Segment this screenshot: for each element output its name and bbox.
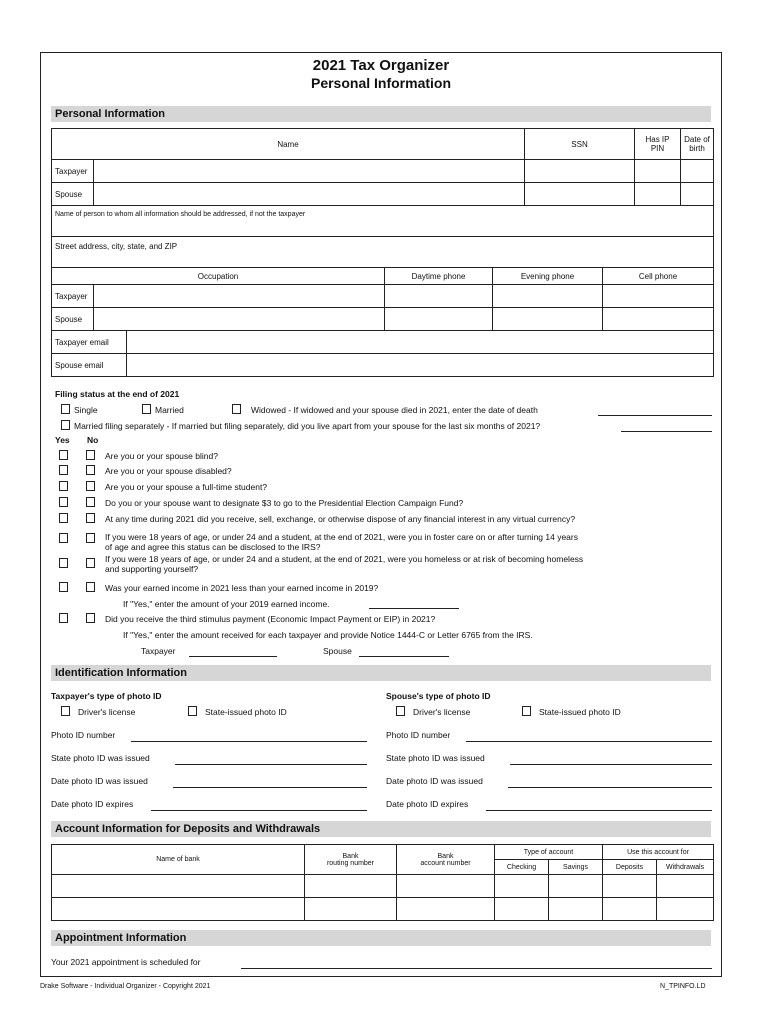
filing-status-heading: Filing status at the end of 2021: [55, 389, 180, 399]
bank2-withdrawals-field[interactable]: [657, 898, 714, 921]
col-routing: [305, 845, 397, 875]
occ-row-taxpayer: Taxpayer: [52, 285, 94, 308]
q3-text: Are you or your spouse a full-time student?: [105, 482, 268, 492]
bank2-savings-field[interactable]: [549, 898, 603, 921]
col-use-account: Use this account for: [603, 845, 714, 860]
sp-date-issued-line[interactable]: [508, 787, 712, 788]
col-ippin: Has IP PIN: [635, 129, 681, 160]
q6-no-checkbox[interactable]: [86, 533, 95, 543]
row-spouse: Spouse: [52, 183, 94, 206]
q5-no-checkbox[interactable]: [86, 513, 95, 523]
tp-state-id-label: State-issued photo ID: [205, 707, 287, 717]
q9-text: Did you receive the third stimulus payment (Economic Impact Payment or EIP) in 2021?: [105, 614, 436, 624]
tp-photo-number-line[interactable]: [131, 741, 367, 742]
sp-state-issued-line[interactable]: [510, 764, 712, 765]
spouse-daytime-field[interactable]: [385, 308, 493, 331]
earned-income-line[interactable]: [369, 608, 459, 609]
q8-text: Was your earned income in 2021 less than your earned income in 2019?: [105, 583, 379, 593]
footer-copyright: Drake Software - Individual Organizer - Copyright 2021: [40, 983, 211, 990]
spouse-evening-field[interactable]: [493, 308, 603, 331]
sp-drivers-label: Driver's license: [413, 707, 471, 717]
bank2-name-field[interactable]: [52, 898, 305, 921]
mfs-answer-line[interactable]: [621, 431, 712, 432]
sp-photo-number-label: Photo ID number: [386, 730, 451, 740]
taxpayer-ssn-field[interactable]: [525, 160, 635, 183]
col-savings: Savings: [549, 860, 603, 875]
taxpayer-occupation-field[interactable]: [94, 285, 385, 308]
taxpayer-email-label: Taxpayer email: [52, 331, 127, 354]
sp-photo-number-line[interactable]: [466, 741, 712, 742]
bank1-savings-field[interactable]: [549, 875, 603, 898]
bank1-name-field[interactable]: [52, 875, 305, 898]
col-deposits: Deposits: [603, 860, 657, 875]
col-type-of-account: Type of account: [495, 845, 603, 860]
bank2-routing-field[interactable]: [305, 898, 397, 921]
sp-photo-id-heading: Spouse's type of photo ID: [386, 691, 491, 701]
tp-date-issued-line[interactable]: [173, 787, 367, 788]
no-header: No: [87, 435, 99, 445]
col-routing-line1: Bank: [342, 852, 359, 860]
account-section-header: Account Information for Deposits and Withdrawals: [51, 821, 711, 837]
date-of-death-line[interactable]: [598, 415, 712, 416]
occ-row-spouse: Spouse: [52, 308, 94, 331]
tp-state-issued-label: State photo ID was issued: [51, 753, 150, 763]
q9-no-checkbox[interactable]: [86, 613, 95, 623]
q8-yes-checkbox[interactable]: [59, 582, 68, 592]
yes-header: Yes: [55, 435, 70, 445]
col-name: Name: [52, 129, 525, 160]
addressee-field[interactable]: [52, 206, 714, 237]
mfs-checkbox[interactable]: [61, 420, 70, 430]
address-label: Street address, city, state, and ZIP: [55, 242, 178, 251]
col-ssn: SSN: [525, 129, 635, 160]
spouse-ssn-field[interactable]: [525, 183, 635, 206]
tp-date-issued-label: Date photo ID was issued: [51, 776, 148, 786]
sp-drivers-checkbox[interactable]: [396, 706, 405, 716]
married-label: Married: [155, 405, 184, 415]
mfs-label: Married filing separately - If married but filing separately, did you live apart from your spouse for the last six months of 2021?: [74, 421, 541, 431]
col-withdrawals: Withdrawals: [657, 860, 714, 875]
q8-followup: If "Yes," enter the amount of your 2019 earned income.: [123, 599, 330, 609]
sp-state-id-label: State-issued photo ID: [539, 707, 621, 717]
widowed-checkbox[interactable]: [232, 404, 241, 414]
form-page: [40, 52, 722, 977]
married-checkbox[interactable]: [142, 404, 151, 414]
taxpayer-dob-field[interactable]: [681, 160, 714, 183]
col-routing-line2: routing number: [326, 859, 375, 867]
q5-text: At any time during 2021 did you receive, sell, exchange, or otherwise dispose of any financial interest in any virtual currency?: [105, 514, 576, 524]
q9-followup: If "Yes," enter the amount received for each taxpayer and provide Notice 1444-C or Letter 6765 from the IRS.: [123, 630, 533, 640]
q1-yes-checkbox[interactable]: [59, 450, 68, 460]
col-cell-phone: Cell phone: [603, 268, 714, 285]
addressee-label: Name of person to whom all information should be addressed, if not the taxpayer: [55, 211, 306, 218]
tp-state-issued-line[interactable]: [175, 764, 367, 765]
single-checkbox[interactable]: [61, 404, 70, 414]
col-checking: Checking: [495, 860, 549, 875]
col-bank-name: Name of bank: [52, 845, 305, 875]
tp-drivers-label: Driver's license: [78, 707, 136, 717]
q2-text: Are you or your spouse disabled?: [105, 466, 232, 476]
col-daytime-phone: Daytime phone: [385, 268, 493, 285]
taxpayer-daytime-field[interactable]: [385, 285, 493, 308]
bank1-checking-field[interactable]: [495, 875, 549, 898]
spouse-email-field[interactable]: [127, 354, 714, 377]
tp-photo-number-label: Photo ID number: [51, 730, 116, 740]
taxpayer-evening-field[interactable]: [493, 285, 603, 308]
occupation-table: [51, 267, 714, 377]
stimulus-taxpayer-label: Taxpayer: [141, 646, 176, 656]
sp-state-issued-label: State photo ID was issued: [386, 753, 485, 763]
bank2-checking-field[interactable]: [495, 898, 549, 921]
taxpayer-cell-field[interactable]: [603, 285, 714, 308]
q8-no-checkbox[interactable]: [86, 582, 95, 592]
taxpayer-ippin-field[interactable]: [635, 160, 681, 183]
q1-text: Are you or your spouse blind?: [105, 451, 218, 461]
row-taxpayer: Taxpayer: [52, 160, 94, 183]
spouse-cell-field[interactable]: [603, 308, 714, 331]
col-evening-phone: Evening phone: [493, 268, 603, 285]
sp-date-expires-label: Date photo ID expires: [386, 799, 469, 809]
col-occupation: Occupation: [52, 268, 385, 285]
form-title: 2021 Tax Organizer: [312, 57, 450, 74]
spouse-occupation-field[interactable]: [94, 308, 385, 331]
q4-text: Do you or your spouse want to designate $3 to go to the Presidential Election Campaign Fund?: [105, 498, 464, 508]
account-table: [51, 844, 714, 921]
sp-date-expires-line[interactable]: [486, 810, 712, 811]
form-subtitle: Personal Information: [310, 75, 452, 91]
appointment-label: Your 2021 appointment is scheduled for: [51, 957, 201, 967]
spouse-email-label: Spouse email: [52, 354, 127, 377]
widowed-label: Widowed - If widowed and your spouse died in 2021, enter the date of death: [251, 405, 538, 415]
sp-date-issued-label: Date photo ID was issued: [386, 776, 483, 786]
appointment-line[interactable]: [241, 968, 712, 969]
q7-text-line1: If you were 18 years of age, or under 24 and a student, at the end of 2021, were you homeless or at risk of becoming homeless: [105, 554, 584, 564]
taxpayer-email-field[interactable]: [127, 331, 714, 354]
q6-yes-checkbox[interactable]: [59, 533, 68, 543]
bank2-deposits-field[interactable]: [603, 898, 657, 921]
bank1-withdrawals-field[interactable]: [657, 875, 714, 898]
stimulus-spouse-label: Spouse: [323, 646, 352, 656]
q9-yes-checkbox[interactable]: [59, 613, 68, 623]
footer-form-code: N_TPINFO.LD: [660, 983, 706, 990]
spouse-dob-field[interactable]: [681, 183, 714, 206]
spouse-ippin-field[interactable]: [635, 183, 681, 206]
bank1-routing-field[interactable]: [305, 875, 397, 898]
stimulus-spouse-line[interactable]: [359, 656, 449, 657]
appointment-section-header: Appointment Information: [51, 930, 711, 946]
personal-section-header: Personal Information: [51, 106, 711, 122]
q4-no-checkbox[interactable]: [86, 497, 95, 507]
q3-no-checkbox[interactable]: [86, 481, 95, 491]
col-account-number: [397, 845, 495, 875]
tp-photo-id-heading: Taxpayer's type of photo ID: [51, 691, 162, 701]
q2-yes-checkbox[interactable]: [59, 465, 68, 475]
bank1-account-field[interactable]: [397, 875, 495, 898]
q7-yes-checkbox[interactable]: [59, 558, 68, 568]
identification-section-header: Identification Information: [51, 665, 711, 681]
sp-state-id-checkbox[interactable]: [522, 706, 531, 716]
tp-drivers-checkbox[interactable]: [61, 706, 70, 716]
col-dob: Date of birth: [681, 129, 714, 160]
col-account-line2: account number: [420, 859, 471, 867]
q1-no-checkbox[interactable]: [86, 450, 95, 460]
q7-no-checkbox[interactable]: [86, 558, 95, 568]
address-field[interactable]: [52, 237, 714, 268]
q4-yes-checkbox[interactable]: [59, 497, 68, 507]
bank1-deposits-field[interactable]: [603, 875, 657, 898]
q6-text-line2: of age and agree this status can be disclosed to the IRS?: [105, 542, 321, 552]
name-table: [51, 128, 714, 268]
q5-yes-checkbox[interactable]: [59, 513, 68, 523]
q6-text-line1: If you were 18 years of age, or under 24 and a student, at the end of 2021, were you in foster care on or after turning 14 years: [105, 532, 578, 542]
spouse-name-field[interactable]: [94, 183, 525, 206]
col-account-line1: Bank: [437, 852, 454, 860]
tp-state-id-checkbox[interactable]: [188, 706, 197, 716]
tp-date-expires-line[interactable]: [151, 810, 367, 811]
stimulus-taxpayer-line[interactable]: [189, 656, 277, 657]
q2-no-checkbox[interactable]: [86, 465, 95, 475]
q3-yes-checkbox[interactable]: [59, 481, 68, 491]
taxpayer-name-field[interactable]: [94, 160, 525, 183]
bank2-account-field[interactable]: [397, 898, 495, 921]
tp-date-expires-label: Date photo ID expires: [51, 799, 134, 809]
single-label: Single: [74, 405, 98, 415]
q7-text-line2: and supporting yourself?: [105, 564, 199, 574]
